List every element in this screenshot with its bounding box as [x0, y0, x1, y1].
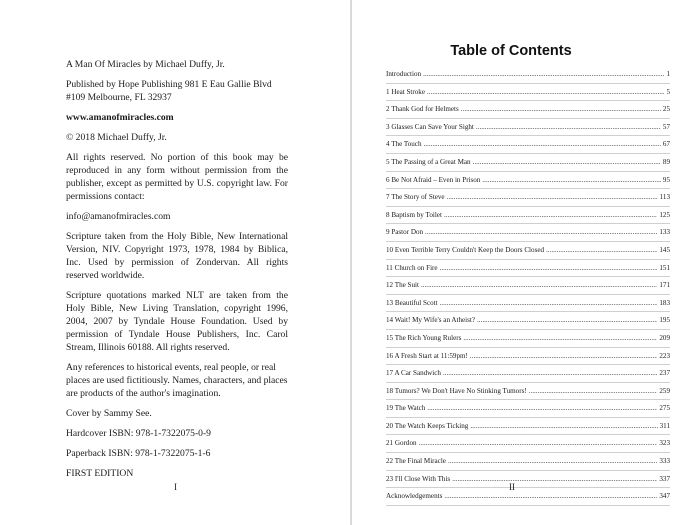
toc-leader [424, 140, 661, 148]
toc-entry-page: 347 [659, 492, 670, 501]
toc-entry-page: 133 [659, 228, 670, 237]
toc-entry-label: 16 A Fresh Start at 11:59pm! [386, 351, 468, 360]
toc-entry-page: 337 [659, 474, 670, 483]
toc-entry-label: 15 The Rich Young Rulers [386, 333, 462, 342]
toc-entry[interactable] [386, 136, 670, 154]
toc-entry[interactable] [386, 348, 670, 366]
page-number-right: II [509, 482, 515, 492]
toc-entry-page: 333 [659, 457, 670, 466]
toc-leader [470, 422, 657, 430]
toc-entry-label: 10 Even Terrible Terry Couldn't Keep the Doors Closed [386, 245, 545, 254]
toc-entry-label: 17 A Car Sandwich [386, 369, 441, 378]
toc-entry[interactable] [386, 207, 670, 225]
toc-leader [473, 158, 661, 166]
toc-leader [452, 475, 657, 483]
toc-list [386, 66, 670, 506]
toc-entry-page: 1 [666, 70, 670, 78]
toc-entry[interactable] [386, 400, 670, 418]
toc-entry-page: 67 [662, 140, 670, 149]
toc-entry-label: 11 Church on Fire [386, 263, 438, 272]
isbn-hardcover: Hardcover ISBN: 978-1-7322075-0-9 [66, 428, 211, 439]
toc-entry-page: 311 [659, 421, 670, 430]
fiction-disclaimer: Any references to historical events, real people, or real places are used fictitiously. Names, characters, and places are products of the author's imagination. [66, 362, 288, 399]
toc-entry-page: 183 [659, 298, 670, 307]
toc-entry[interactable] [386, 277, 670, 295]
toc-entry[interactable] [386, 172, 670, 190]
toc-leader [529, 387, 658, 395]
toc-entry-label: 6 Be Not Afraid – Even in Prison [386, 175, 481, 184]
toc-leader [476, 123, 661, 131]
toc-entry-label: 21 Gordon [386, 439, 417, 448]
toc-entry-page: 171 [659, 281, 670, 290]
toc-entry[interactable] [386, 119, 670, 137]
toc-entry-label: 20 The Watch Keeps Ticking [386, 421, 469, 430]
toc-entry[interactable] [386, 101, 670, 119]
toc-entry-page: 259 [659, 386, 670, 395]
toc-leader [427, 88, 664, 96]
toc-entry[interactable] [386, 383, 670, 401]
toc-entry-page: 113 [659, 193, 670, 202]
toc-entry-page: 89 [662, 157, 670, 166]
toc-entry-label: 2 Thank God for Helmets [386, 105, 459, 114]
toc-leader [444, 211, 657, 219]
toc-entry[interactable] [386, 418, 670, 436]
toc-entry-page: 151 [659, 263, 670, 272]
toc-entry-label: Acknowledgements [386, 492, 443, 501]
scripture-nlt-notice: Scripture quotations marked NLT are taken from the Holy Bible, New Living Translation, copyright 1996, 2004, 2007 by Tyndale House Foundation. Used by permission of Tyndale House Publishers, Inc. Carol Stream, Illinois 60188. All rights reserved. [66, 290, 288, 353]
toc-entry[interactable] [386, 435, 670, 453]
toc-entry[interactable] [386, 224, 670, 242]
toc-leader [440, 264, 658, 272]
toc-title: Table of Contents [450, 43, 572, 59]
toc-entry-label: 5 The Passing of a Great Man [386, 157, 471, 166]
toc-leader [425, 228, 657, 236]
toc-entry[interactable] [386, 295, 670, 313]
copyright-notice: © 2018 Michael Duffy, Jr. [66, 132, 167, 143]
book-title-line: A Man Of Miracles by Michael Duffy, Jr. [66, 59, 225, 70]
toc-entry-page: 275 [659, 404, 670, 413]
toc-entry[interactable] [386, 154, 670, 172]
toc-entry-page: 25 [662, 105, 670, 114]
toc-entry-page: 125 [659, 210, 670, 219]
toc-entry[interactable] [386, 242, 670, 260]
toc-leader [482, 176, 661, 184]
toc-entry[interactable] [386, 471, 670, 489]
toc-entry[interactable] [386, 453, 670, 471]
copyright-block [66, 58, 288, 487]
toc-entry-label: 14 Wait! My Wife's an Atheist? [386, 316, 476, 325]
toc-entry-label: 7 The Story of Steve [386, 193, 445, 202]
toc-entry-page: 145 [659, 245, 670, 254]
contact-email[interactable]: info@amanofmiracles.com [66, 211, 171, 222]
toc-leader [419, 439, 658, 447]
toc-leader [440, 299, 658, 307]
toc-leader [427, 404, 657, 412]
toc-entry-label: 22 The Final Miracle [386, 457, 446, 466]
toc-entry-page: 57 [662, 122, 670, 131]
toc-leader [443, 369, 657, 377]
toc-entry-page: 5 [666, 87, 670, 96]
toc-entry-page: 223 [659, 351, 670, 360]
edition-label: FIRST EDITION [66, 468, 134, 479]
toc-entry-page: 237 [659, 369, 670, 378]
toc-entry-label: 1 Heat Stroke [386, 87, 426, 96]
toc-page [352, 0, 700, 525]
toc-leader [421, 281, 657, 289]
rights-statement: All rights reserved. No portion of this book may be reproduced in any form without permission from the publisher, except as permitted by U.S. copyright law. For permissions contact: [66, 152, 288, 202]
toc-entry-label: 19 The Watch [386, 404, 426, 413]
toc-entry-label: 13 Beautiful Scott [386, 298, 438, 307]
toc-leader [470, 352, 657, 360]
toc-entry-label: 9 Pastor Don [386, 228, 424, 237]
toc-leader [463, 334, 657, 342]
toc-leader [423, 70, 664, 78]
publisher-address: Published by Hope Publishing 981 E Eau Gallie Blvd #109 Melbourne, FL 32937 [66, 79, 272, 103]
cover-credit: Cover by Sammy See. [66, 408, 152, 419]
toc-entry-label: 12 The Suit [386, 281, 419, 290]
toc-entry[interactable] [386, 330, 670, 348]
toc-entry-label: 8 Baptism by Toilet [386, 210, 442, 219]
toc-entry-label: Introduction [386, 70, 422, 78]
isbn-paperback: Paperback ISBN: 978-1-7322075-1-6 [66, 448, 211, 459]
toc-entry-page: 95 [662, 175, 670, 184]
toc-entry-label: 18 Tumors? We Don't Have No Stinking Tumors! [386, 386, 527, 395]
toc-leader [444, 492, 657, 500]
toc-entry[interactable] [386, 189, 670, 207]
toc-entry[interactable] [386, 260, 670, 278]
toc-entry[interactable] [386, 365, 670, 383]
toc-entry[interactable] [386, 66, 670, 84]
toc-leader [461, 105, 661, 113]
toc-entry-label: 23 I'll Close With This [386, 474, 451, 483]
toc-entry-page: 323 [659, 439, 670, 448]
scripture-niv-notice: Scripture taken from the Holy Bible, New International Version, NIV. Copyright 1973, 1978, 1984 by Biblica, Inc. Used by permission of Zondervan. All rights reserved worldwide. [66, 231, 288, 281]
toc-leader [546, 246, 657, 254]
page-number-left: I [174, 482, 177, 492]
toc-entry[interactable] [386, 84, 670, 102]
toc-entry-page: 209 [659, 333, 670, 342]
toc-entry-label: 3 Glasses Can Save Your Sight [386, 122, 474, 131]
toc-leader [448, 457, 657, 465]
toc-leader [447, 193, 658, 201]
website-link[interactable]: www.amanofmiracles.com [66, 112, 174, 123]
toc-entry-page: 195 [659, 316, 670, 325]
toc-entry-label: 4 The Touch [386, 140, 422, 149]
toc-leader [477, 316, 657, 324]
toc-entry[interactable] [386, 488, 670, 506]
toc-entry[interactable] [386, 312, 670, 330]
